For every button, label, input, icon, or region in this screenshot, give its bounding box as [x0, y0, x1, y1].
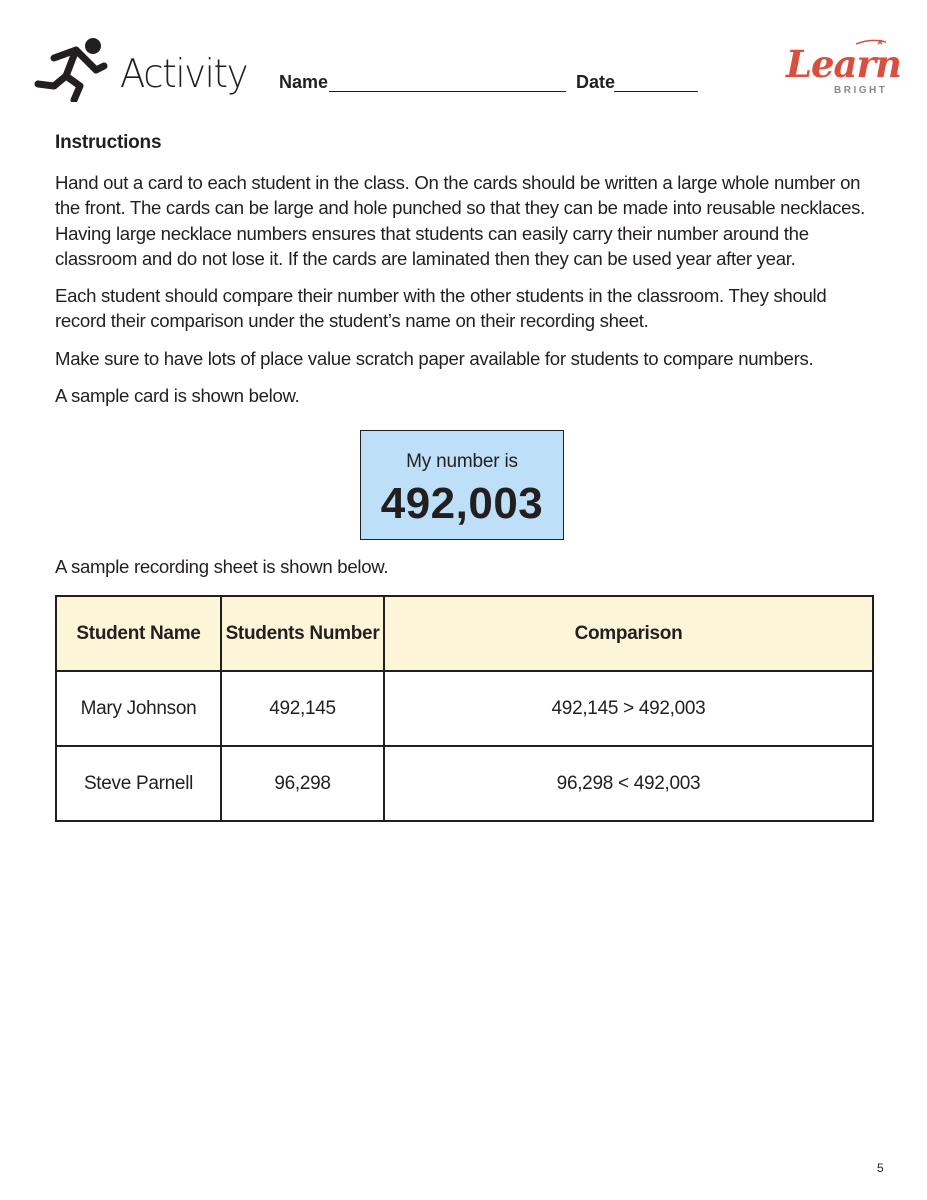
name-blank-line[interactable] — [329, 91, 566, 92]
logo-word: Learn — [786, 42, 901, 86]
instructions-heading: Instructions — [55, 132, 162, 153]
table-row — [56, 746, 873, 821]
instruction-paragraph: A sample card is shown below. — [55, 385, 300, 407]
table-row — [56, 671, 873, 746]
instruction-paragraph: Make sure to have lots of place value scratch paper available for students to compare numbers. — [55, 347, 814, 369]
card-label: My number is — [406, 451, 518, 472]
date-blank-line[interactable] — [614, 91, 698, 92]
recording-sheet-caption: A sample recording sheet is shown below. — [55, 556, 389, 577]
date-label: Date — [576, 72, 616, 92]
comparison-cell: 96,298 < 492,003 — [384, 746, 873, 821]
table-header-row — [56, 596, 873, 671]
running-person-icon — [34, 36, 108, 102]
sample-number-card — [360, 430, 564, 540]
logo-subtitle: BRIGHT — [834, 85, 888, 96]
instruction-paragraph: Hand out a card to each student in the class. On the cards should be written a large whole number on the front. The cards can be large and hole punched so that they can be made into reusable necklaces. Having large necklace numbers ensures that students can easily carry their number around the classroom and do not lose it. If the cards are laminated then they can be used year after year. — [55, 172, 866, 269]
header-comparison: Comparison — [384, 596, 873, 671]
name-label: Name — [279, 72, 329, 92]
student-name-cell: Mary Johnson — [56, 671, 221, 746]
student-number-cell: 96,298 — [221, 746, 384, 821]
page-number: 5 — [877, 1161, 884, 1175]
student-number-cell: 492,145 — [221, 671, 384, 746]
student-name-cell: Steve Parnell — [56, 746, 221, 821]
card-number: 492,003 — [380, 479, 544, 528]
instruction-paragraph: Each student should compare their number with the other students in the classroom. They should record their comparison under the student’s name on their recording sheet. — [55, 285, 827, 332]
header-student-name: Student Name — [56, 596, 221, 671]
instructions-section — [55, 132, 875, 420]
comparison-cell: 492,145 > 492,003 — [384, 671, 873, 746]
header-students-number: Students Number — [221, 596, 384, 671]
activity-title: Activity — [120, 52, 248, 97]
recording-sheet-table — [55, 595, 874, 822]
learn-bright-logo — [786, 42, 901, 100]
